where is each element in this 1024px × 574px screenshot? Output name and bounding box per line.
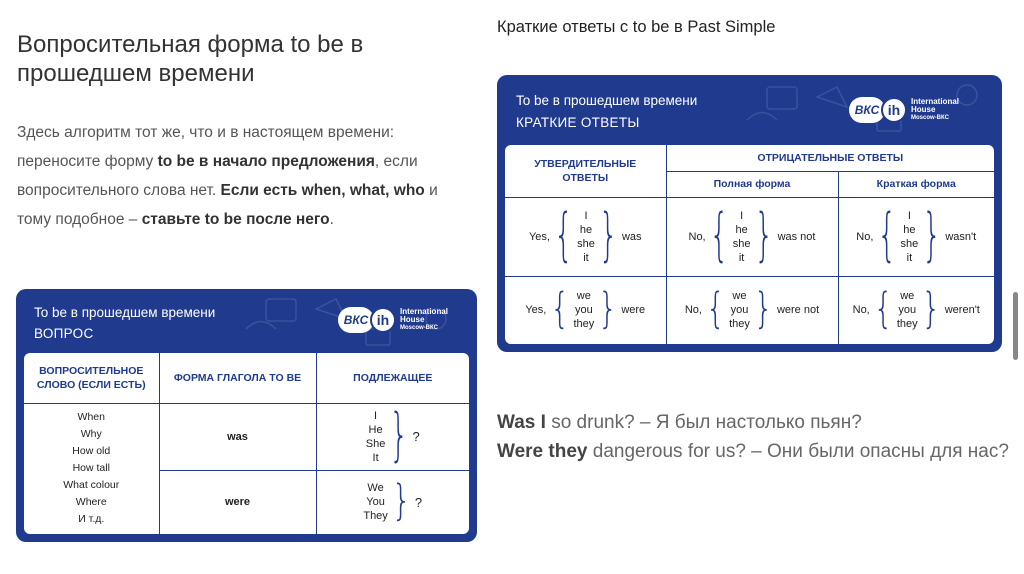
ih-logo-badge: ih — [370, 307, 396, 333]
question-word: What colour — [63, 479, 120, 491]
question-word: How old — [72, 445, 111, 457]
answer-group — [505, 202, 666, 269]
example-bold: Were they — [497, 441, 588, 462]
left-brace-icon: { — [554, 202, 574, 269]
left-brace-icon: { — [705, 285, 726, 335]
question-word: When — [77, 411, 105, 423]
pronoun: I — [374, 409, 378, 422]
no-word: No, — [852, 304, 870, 317]
pronoun: they — [896, 318, 918, 331]
question-word: И т.д. — [78, 513, 105, 525]
answer-group — [839, 285, 995, 335]
ih-logo-badge: ih — [881, 97, 907, 123]
verb-were: were — [224, 496, 251, 509]
no-word: No, — [688, 230, 706, 243]
pronoun: we — [732, 290, 747, 303]
logo-wordmark — [400, 308, 448, 332]
pronoun: they — [573, 318, 595, 331]
pronoun: you — [898, 304, 917, 317]
answer-group — [505, 285, 666, 335]
verb: weren't — [944, 304, 980, 317]
verb-cell — [159, 403, 316, 470]
pronoun-list — [577, 209, 595, 265]
pronoun: You — [366, 496, 385, 509]
verb: was not — [777, 230, 816, 243]
question-word: Where — [75, 496, 107, 508]
pronoun-list — [901, 209, 919, 265]
right-brace-icon: } — [391, 477, 411, 527]
pronoun: I — [907, 209, 911, 222]
pronoun: he — [735, 223, 748, 236]
verb-cell — [159, 470, 316, 534]
verb: wasn't — [945, 230, 977, 243]
pronoun: she — [900, 237, 919, 250]
pronoun-list — [573, 289, 594, 331]
header-subject: ПОДЛЕЖАЩЕЕ — [316, 353, 469, 403]
international-house-logo — [338, 307, 448, 333]
logo-line: Moscow-ВКС — [911, 115, 949, 121]
pronoun: It — [372, 451, 379, 464]
verb: was — [621, 230, 642, 243]
pronoun-group — [317, 477, 470, 527]
header-affirmative: УТВЕРДИТЕЛЬНЫЕ ОТВЕТЫ — [505, 145, 666, 197]
short-answers-table — [505, 145, 994, 344]
logo-line: House — [911, 105, 936, 114]
right-brace-icon: } — [922, 202, 942, 269]
question-mark: ? — [414, 494, 423, 510]
left-brace-icon: { — [550, 285, 570, 335]
explanation-paragraph — [17, 118, 467, 234]
page-title: Вопросительная форма to be в прошедшем времени — [17, 31, 364, 87]
left-brace-icon: { — [709, 202, 729, 269]
no-word: No, — [684, 304, 702, 317]
no-word: No, — [856, 230, 874, 243]
pronoun: he — [903, 223, 916, 236]
bold-span: to be в начало предложения — [157, 153, 375, 170]
vkc-logo-badge: ВКС — [849, 97, 885, 123]
logo-line: Moscow-ВКС — [400, 325, 438, 331]
question-mark: ? — [412, 429, 420, 444]
verb: were — [621, 304, 646, 317]
right-brace-icon: } — [598, 285, 618, 335]
answer-group — [667, 285, 838, 335]
example-rest: dangerous for us? – Они были опасны для нас? — [587, 441, 1009, 462]
question-word: How tall — [72, 462, 110, 474]
pronoun-list — [897, 289, 918, 331]
answer-group — [667, 202, 838, 269]
text-span: Здесь алгоритм тот же, что и в настоящем времени: переносите форму — [17, 124, 395, 170]
question-word: Why — [80, 428, 102, 440]
pronoun: We — [367, 482, 384, 495]
pronoun: it — [738, 251, 745, 264]
pronoun: we — [576, 290, 591, 303]
example-line — [497, 408, 1017, 437]
subject-cell — [316, 403, 469, 470]
examples-text — [497, 408, 1017, 466]
negative-short-cell — [838, 197, 994, 276]
card-title: To be в прошедшем времени — [516, 93, 698, 108]
logo-line: House — [400, 315, 425, 324]
pronoun-group — [317, 402, 470, 469]
pronoun: she — [732, 237, 751, 250]
header-short-form: Краткая форма — [838, 171, 994, 197]
left-brace-icon: { — [877, 202, 897, 269]
card-subtitle: КРАТКИЕ ОТВЕТЫ — [516, 115, 640, 130]
header-question-word: ВОПРОСИТЕЛЬНОЕ СЛОВО (ЕСЛИ ЕСТЬ) — [24, 353, 159, 403]
right-brace-icon: } — [753, 285, 773, 335]
pronoun: you — [730, 304, 749, 317]
vkc-logo-badge: ВКС — [338, 307, 374, 333]
question-words-cell — [24, 403, 159, 534]
pronoun: it — [906, 251, 913, 264]
pronoun: it — [583, 251, 589, 264]
subject-cell — [316, 470, 469, 534]
short-answers-card — [497, 75, 1002, 352]
pronoun-list — [363, 481, 387, 523]
example-line — [497, 437, 1017, 466]
negative-short-cell — [838, 276, 994, 344]
answer-group — [839, 202, 995, 269]
yes-word: Yes, — [528, 230, 550, 243]
pronoun: He — [368, 423, 383, 436]
right-brace-icon: } — [389, 402, 409, 469]
right-brace-icon: } — [598, 202, 618, 269]
left-brace-icon: { — [873, 285, 893, 335]
scrollbar-thumb[interactable] — [1013, 292, 1018, 360]
pronoun: She — [365, 437, 386, 450]
negative-full-cell — [666, 197, 838, 276]
pronoun: I — [740, 209, 744, 222]
affirmative-cell — [505, 276, 666, 344]
pronoun: I — [584, 209, 588, 222]
pronoun: they — [729, 318, 750, 331]
logo-line: International — [400, 307, 449, 316]
pronoun: They — [363, 510, 388, 523]
international-house-logo — [849, 97, 959, 123]
pronoun-list — [729, 289, 750, 331]
text-span: и тому подобное – — [17, 182, 438, 228]
yes-word: Yes, — [525, 304, 547, 317]
header-verb-form: ФОРМА ГЛАГОЛА TO BE — [159, 353, 316, 403]
pronoun: she — [577, 237, 595, 250]
pronoun: we — [900, 290, 915, 303]
bold-span: Если есть when, what, who — [220, 182, 425, 199]
verb-was: was — [227, 430, 248, 443]
question-table — [24, 353, 469, 534]
pronoun-list — [733, 209, 751, 265]
header-full-form: Полная форма — [666, 171, 838, 197]
logo-line: International — [911, 97, 960, 106]
right-brace-icon: } — [921, 285, 941, 335]
card-subtitle: ВОПРОС — [34, 326, 94, 341]
logo-wordmark — [911, 98, 959, 122]
example-rest: so drunk? – Я был настолько пьян? — [545, 412, 862, 433]
question-card — [16, 289, 477, 542]
right-brace-icon: } — [754, 202, 774, 269]
pronoun-list — [366, 409, 386, 465]
example-bold: Was I — [497, 412, 546, 433]
pronoun: you — [574, 304, 593, 317]
negative-full-cell — [666, 276, 838, 344]
pronoun: he — [579, 223, 593, 236]
affirmative-cell — [505, 197, 666, 276]
text-span: . — [329, 211, 334, 228]
header-negative: ОТРИЦАТЕЛЬНЫЕ ОТВЕТЫ — [666, 145, 994, 171]
question-word-list — [24, 409, 159, 528]
text-span: , если вопросительного слова нет. — [17, 153, 418, 199]
verb: were not — [776, 304, 820, 317]
short-answers-heading: Краткие ответы с to be в Past Simple — [497, 18, 776, 36]
card-title: To be в прошедшем времени — [34, 305, 216, 320]
bold-span: ставьте to be после него — [141, 211, 330, 228]
